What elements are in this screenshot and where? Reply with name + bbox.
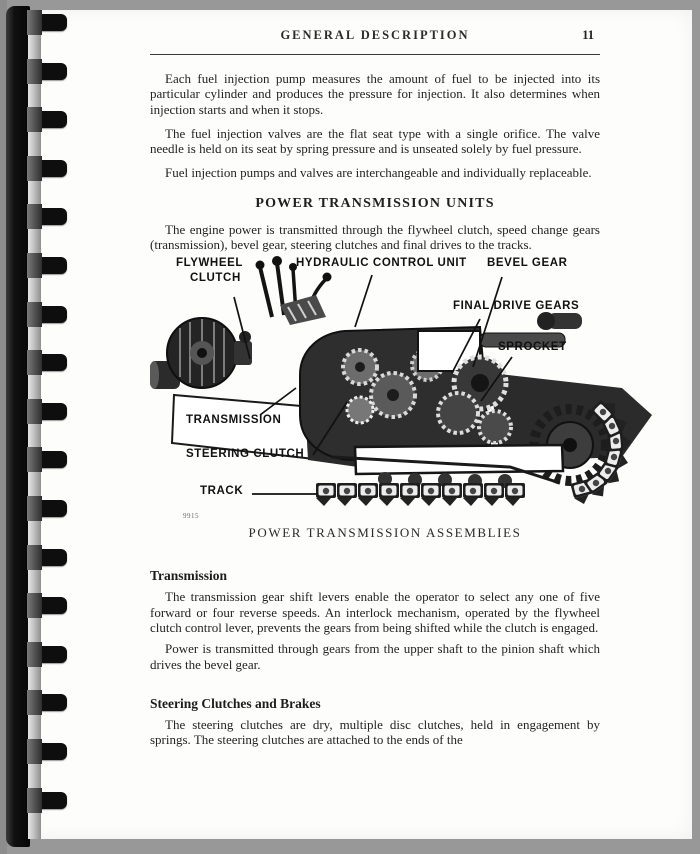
figure-number: 9915 [183, 512, 199, 521]
flywheel-clutch-drawing [167, 318, 252, 388]
label-bevel-gear: BEVEL GEAR [487, 257, 568, 270]
paragraph-power-upper-shaft: Power is transmitted through gears from the upper shaft to the pinion shaft which drives the bevel gear. [150, 641, 600, 672]
manual-page [30, 10, 692, 839]
label-flywheel-clutch [176, 257, 243, 284]
spiral-binding [0, 0, 72, 854]
figure-caption: POWER TRANSMISSION ASSEMBLIES [248, 525, 522, 541]
label-track: TRACK [200, 485, 244, 498]
label-flywheel-line1: FLYWHEEL [176, 257, 243, 270]
paragraph-engine-power: The engine power is transmitted through the flywheel clutch, speed change gears (transmission), bevel gear, steering clutches and final drives to the tracks. [150, 221, 600, 253]
page-content [150, 28, 600, 747]
label-steering-clutch: STEERING CLUTCH [186, 448, 305, 461]
page-number: 11 [582, 28, 594, 42]
paragraph-interchangeable: Fuel injection pumps and valves are interchangeable and individually replaceable. [165, 165, 592, 181]
label-hydraulic-control-unit: HYDRAULIC CONTROL UNIT [296, 257, 467, 270]
heading-steering-clutches: Steering Clutches and Brakes [150, 695, 321, 711]
shift-gate-drawing [280, 295, 326, 325]
paragraph-gear-shift: The transmission gear shift levers enable the operator to select any one of five forward or four reverse speeds. An interlock mechanism, operated by the flywheel clutch control lever, prevents the gears from being shifted while the clutch is engaged. [150, 589, 600, 635]
section-heading-power-transmission: POWER TRANSMISSION UNITS [255, 195, 495, 211]
heading-transmission: Transmission [150, 568, 228, 584]
page-title: GENERAL DESCRIPTION [280, 28, 470, 42]
paragraph-injection-valves: The fuel injection valves are the flat seat type with a single orifice. The valve needle is held on its seat by spring pressure and is unseated solely by fuel pressure. [150, 125, 600, 157]
label-flywheel-line2: CLUTCH [190, 272, 241, 285]
figure-power-transmission [150, 255, 670, 551]
running-header [150, 28, 600, 48]
label-final-drive-gears: FINAL DRIVE GEARS [453, 300, 580, 313]
paragraph-fuel-pump: Each fuel injection pump measures the amount of fuel to be injected into its particular cylinder and produces the pressure for injection. It also determines when injection starts and when it stops. [150, 71, 600, 117]
header-rule [150, 54, 600, 55]
binding-teeth [0, 0, 72, 854]
paragraph-steering-clutches: The steering clutches are dry, multiple disc clutches, held in engagement by springs. The steering clutches are attached to the ends of the [150, 716, 600, 748]
label-sprocket: SPROCKET [498, 341, 567, 354]
label-transmission: TRANSMISSION [186, 414, 282, 427]
